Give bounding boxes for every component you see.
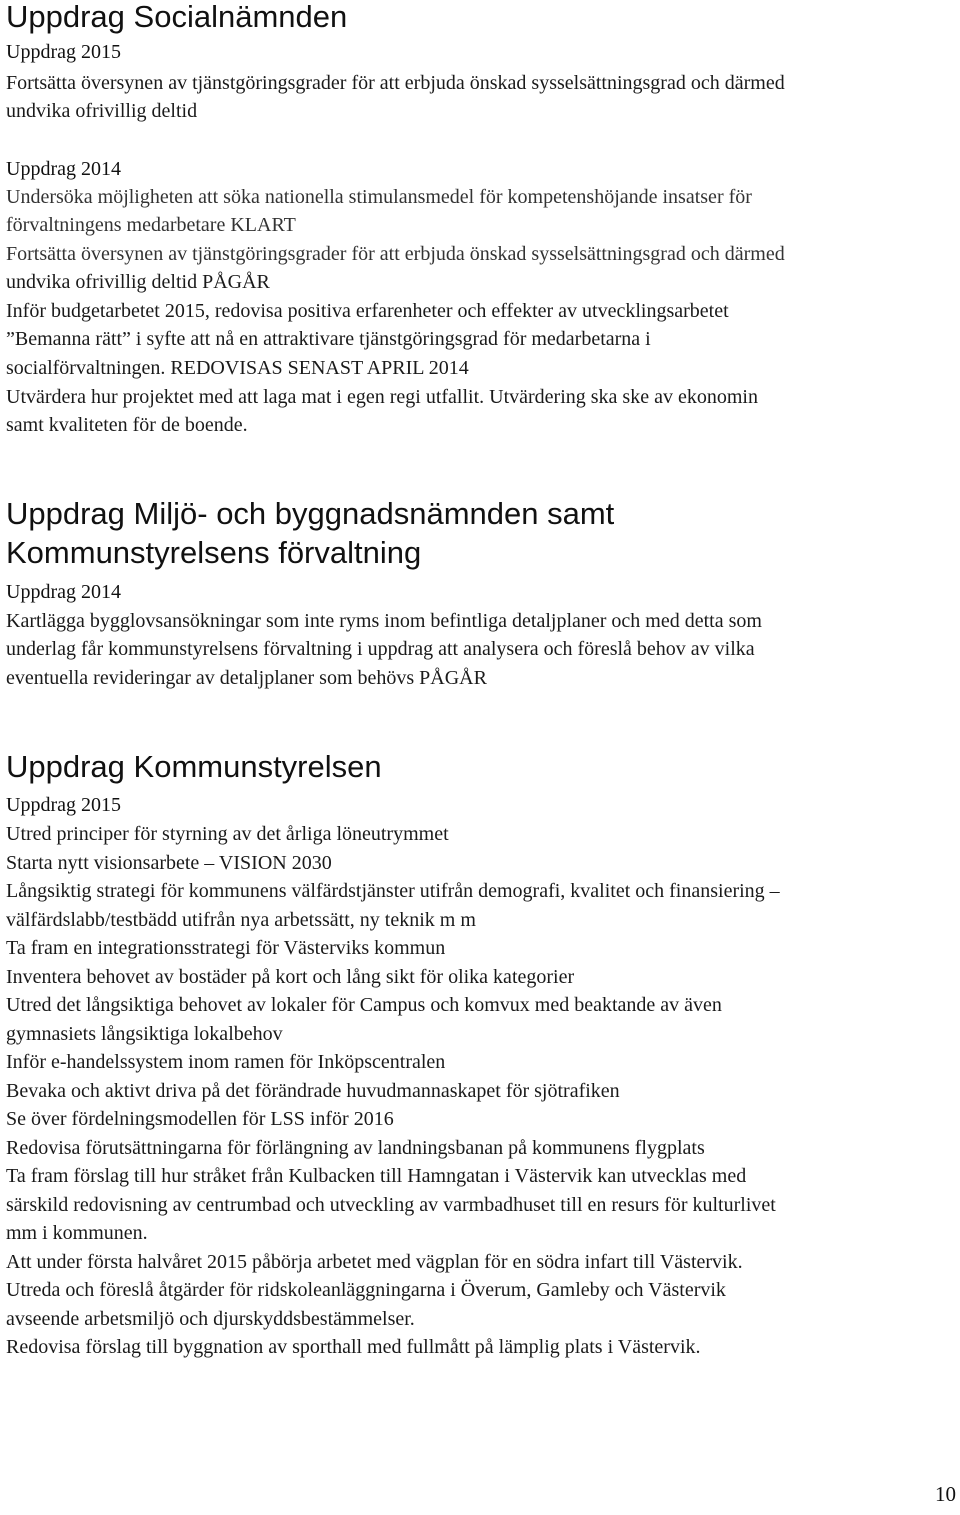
text-line: Utreda och föreslå åtgärder för ridskoleanläggningarna i Överum, Gamleby och Västervik xyxy=(6,1279,726,1301)
heading-kommunstyrelsen: Uppdrag Kommunstyrelsen xyxy=(6,749,382,784)
text-line: Se över fördelningsmodellen för LSS inför 2016 xyxy=(6,1108,394,1130)
text-line: förvaltningens medarbetare KLART xyxy=(6,214,296,236)
text-line: eventuella revideringar av detaljplaner som behövs PÅGÅR xyxy=(6,667,487,689)
text-line: Redovisa förutsättningarna för förlängning av landningsbanan på kommunens flygplats xyxy=(6,1137,705,1159)
text-line: Att under första halvåret 2015 påbörja arbetet med vägplan för en södra infart till Västervik. xyxy=(6,1251,743,1273)
text-line: Fortsätta översynen av tjänstgöringsgrader för att erbjuda önskad sysselsättningsgrad och därmed xyxy=(6,243,785,265)
text-line: undvika ofrivillig deltid PÅGÅR xyxy=(6,271,270,293)
text-line: särskild redovisning av centrumbad och utveckling av varmbadhuset till en resurs för kulturlivet xyxy=(6,1194,776,1216)
text-line: Utred principer för styrning av det årliga löneutrymmet xyxy=(6,823,449,845)
page-number: 10 xyxy=(935,1482,956,1506)
text-line: Inventera behovet av bostäder på kort och lång sikt för olika kategorier xyxy=(6,966,575,988)
text-line: Utvärdera hur projektet med att laga mat i egen regi utfallit. Utvärdering ska ske av ekonomin xyxy=(6,386,758,408)
text-line: Bevaka och aktivt driva på det förändrade huvudmannaskapet för sjötrafiken xyxy=(6,1080,620,1102)
text-line: Inför budgetarbetet 2015, redovisa positiva erfarenheter och effekter av utvecklingsarbetet xyxy=(6,300,729,322)
text-line: ”Bemanna rätt” i syfte att nå en attraktivare tjänstgöringsgrad för medarbetarna i xyxy=(6,328,651,350)
text-line: undvika ofrivillig deltid xyxy=(6,100,198,122)
text-line: gymnasiets långsiktiga lokalbehov xyxy=(6,1023,283,1045)
text-line: Fortsätta översynen av tjänstgöringsgrader för att erbjuda önskad sysselsättningsgrad och därmed xyxy=(6,72,785,94)
text-line: Ta fram förslag till hur stråket från Kulbacken till Hamngatan i Västervik kan utvecklas med xyxy=(6,1165,747,1187)
text-line: Ta fram en integrationsstrategi för Västerviks kommun xyxy=(6,937,446,959)
text-line: Långsiktig strategi för kommunens välfärdstjänster utifrån demografi, kvalitet och finansiering – xyxy=(6,880,780,902)
text-line: underlag får kommunstyrelsens förvaltning i uppdrag att analysera och föreslå behov av vilka xyxy=(6,638,755,660)
text-line: socialförvaltningen. REDOVISAS SENAST APRIL 2014 xyxy=(6,357,469,379)
text-line: välfärdslabb/testbädd utifrån nya arbetssätt, ny teknik m m xyxy=(6,909,476,931)
text-line: Redovisa förslag till byggnation av sporthall med fullmått på lämplig plats i Västervik. xyxy=(6,1336,701,1358)
subheading-2015: Uppdrag 2015 xyxy=(6,794,121,816)
text-line: mm i kommunen. xyxy=(6,1222,148,1244)
text-line: avseende arbetsmiljö och djurskyddsbestämmelser. xyxy=(6,1308,415,1330)
heading-miljo-bygg-line2: Kommunstyrelsens förvaltning xyxy=(6,535,422,570)
text-line: Inför e-handelssystem inom ramen för Inköpscentralen xyxy=(6,1051,446,1073)
subheading-2015: Uppdrag 2015 xyxy=(6,41,121,63)
text-line: Utred det långsiktiga behovet av lokaler för Campus och komvux med beaktande av även xyxy=(6,994,722,1016)
text-line: samt kvaliteten för de boende. xyxy=(6,414,248,436)
subheading-2014: Uppdrag 2014 xyxy=(6,158,121,180)
text-line: Undersöka möjligheten att söka nationella stimulansmedel för kompetenshöjande insatser för xyxy=(6,186,752,208)
subheading-2014: Uppdrag 2014 xyxy=(6,581,121,603)
text-line: Kartlägga bygglovsansökningar som inte ryms inom befintliga detaljplaner och med detta som xyxy=(6,610,762,632)
text-line: Starta nytt visionsarbete – VISION 2030 xyxy=(6,852,332,874)
heading-socialnamnden: Uppdrag Socialnämnden xyxy=(6,0,348,34)
heading-miljo-bygg-line1: Uppdrag Miljö- och byggnadsnämnden samt xyxy=(6,496,615,531)
